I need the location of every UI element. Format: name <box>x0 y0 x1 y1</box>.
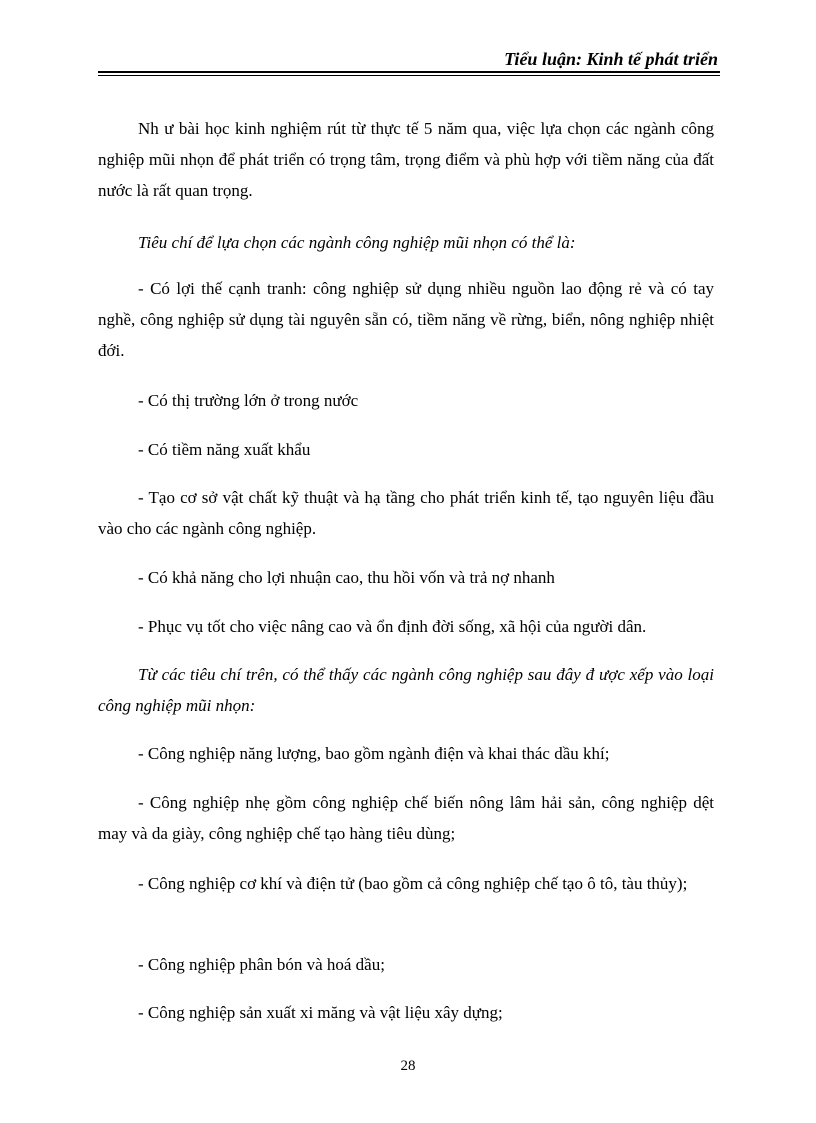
criteria-item: - Có thị trường lớn ở trong nước <box>138 391 359 410</box>
header-rule <box>98 71 720 73</box>
criteria-item: - Có khả năng cho lợi nhuận cao, thu hồi vốn và trả nợ nhanh <box>138 568 555 587</box>
criteria-item: - Tạo cơ sở vật chất kỹ thuật và hạ tầng cho phát triển kinh tế, tạo nguyên liệu đầu vào cho các ngành công nghiệp. <box>98 488 714 538</box>
industry-item: - Công nghiệp cơ khí và điện tử (bao gồm cả công nghiệp chế tạo ô tô, tàu thủy); <box>138 874 688 893</box>
industry-item: - Công nghiệp nhẹ gồm công nghiệp chế biến nông lâm hải sản, công nghiệp dệt may và da giày, công nghiệp chế tạo hàng tiêu dùng; <box>98 793 714 843</box>
criteria-item: - Có lợi thế cạnh tranh: công nghiệp sử dụng nhiều nguồn lao động rẻ và có tay nghề, công nghiệp sử dụng tài nguyên sẵn có, tiềm năng về rừng, biển, nông nghiệp nhiệt đới. <box>98 279 714 360</box>
criteria-heading: Tiêu chí để lựa chọn các ngành công nghiệp mũi nhọn có thể là: <box>138 233 576 252</box>
intro-paragraph: Nh ư bài học kinh nghiệm rút từ thực tế 5 năm qua, việc lựa chọn các ngành công nghiệp mũi nhọn để phát triển có trọng tâm, trọng điểm và phù hợp với tiềm năng của đất nước là rất quan trọng. <box>98 119 714 200</box>
industries-heading: Từ các tiêu chí trên, có thể thấy các ngành công nghiệp sau đây đ ược xếp vào loại công nghiệp mũi nhọn: <box>98 665 714 715</box>
industry-item: - Công nghiệp phân bón và hoá dầu; <box>138 955 385 974</box>
page-number: 28 <box>400 1058 416 1074</box>
criteria-item: - Có tiềm năng xuất khẩu <box>138 440 311 459</box>
header-title: Tiểu luận: Kinh tế phát triển <box>504 49 718 69</box>
industry-item: - Công nghiệp năng lượng, bao gồm ngành điện và khai thác dầu khí; <box>138 744 610 763</box>
industry-item: - Công nghiệp sản xuất xi măng và vật liệu xây dựng; <box>138 1003 503 1022</box>
header-rule-thin <box>98 75 720 76</box>
criteria-item: - Phục vụ tốt cho việc nâng cao và ổn định đời sống, xã hội của người dân. <box>138 617 647 636</box>
